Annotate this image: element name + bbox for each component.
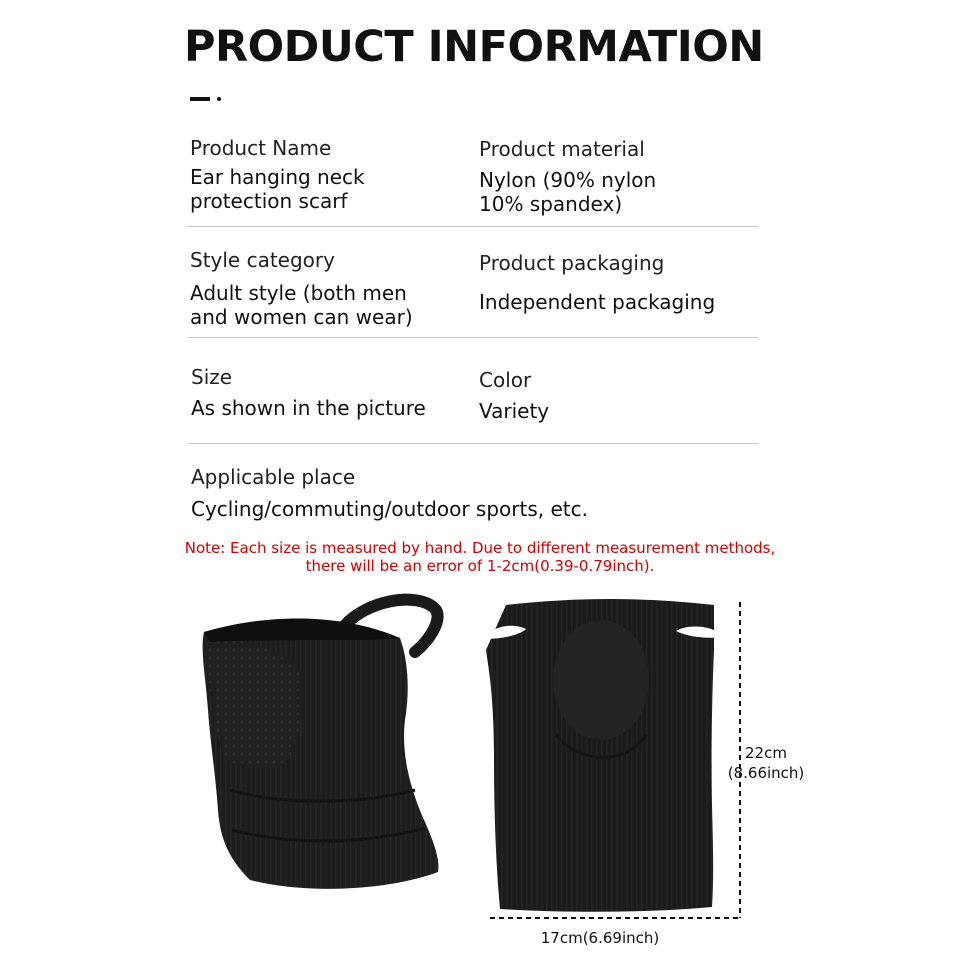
measurement-note: Note: Each size is measured by hand. Due to different measurement methods, there will be an error of 1-2cm(0.39-0.79inch). (184, 539, 776, 575)
product-name-label: Product Name (190, 136, 332, 160)
color-label: Color (479, 368, 532, 392)
divider (188, 337, 758, 338)
width-dimension-label: 17cm(6.69inch) (540, 929, 660, 947)
applicable-place-value: Cycling/commuting/outdoor sports, etc. (191, 497, 588, 521)
product-packaging-label: Product packaging (479, 251, 665, 275)
divider (188, 443, 758, 444)
style-category-value: Adult style (both men and women can wear) (190, 281, 413, 329)
product-material-label: Product material (479, 137, 645, 161)
width-dimension-line (488, 910, 742, 926)
applicable-place-label: Applicable place (191, 465, 356, 489)
product-image-flat (476, 595, 746, 925)
product-name-value: Ear hanging neck protection scarf (190, 165, 365, 213)
divider (188, 226, 758, 227)
product-material-value: Nylon (90% nylon 10% spandex) (479, 168, 657, 216)
product-packaging-value: Independent packaging (479, 290, 716, 314)
title-underline-dash (190, 97, 210, 101)
height-dimension-label: 22cm (8.66inch) (727, 744, 805, 782)
product-image-side (190, 590, 450, 930)
style-category-label: Style category (190, 248, 335, 272)
page-title: PRODUCT INFORMATION (184, 22, 764, 72)
size-value: As shown in the picture (191, 396, 426, 420)
title-underline-dot (217, 97, 221, 101)
size-label: Size (191, 365, 233, 389)
color-value: Variety (479, 399, 550, 423)
